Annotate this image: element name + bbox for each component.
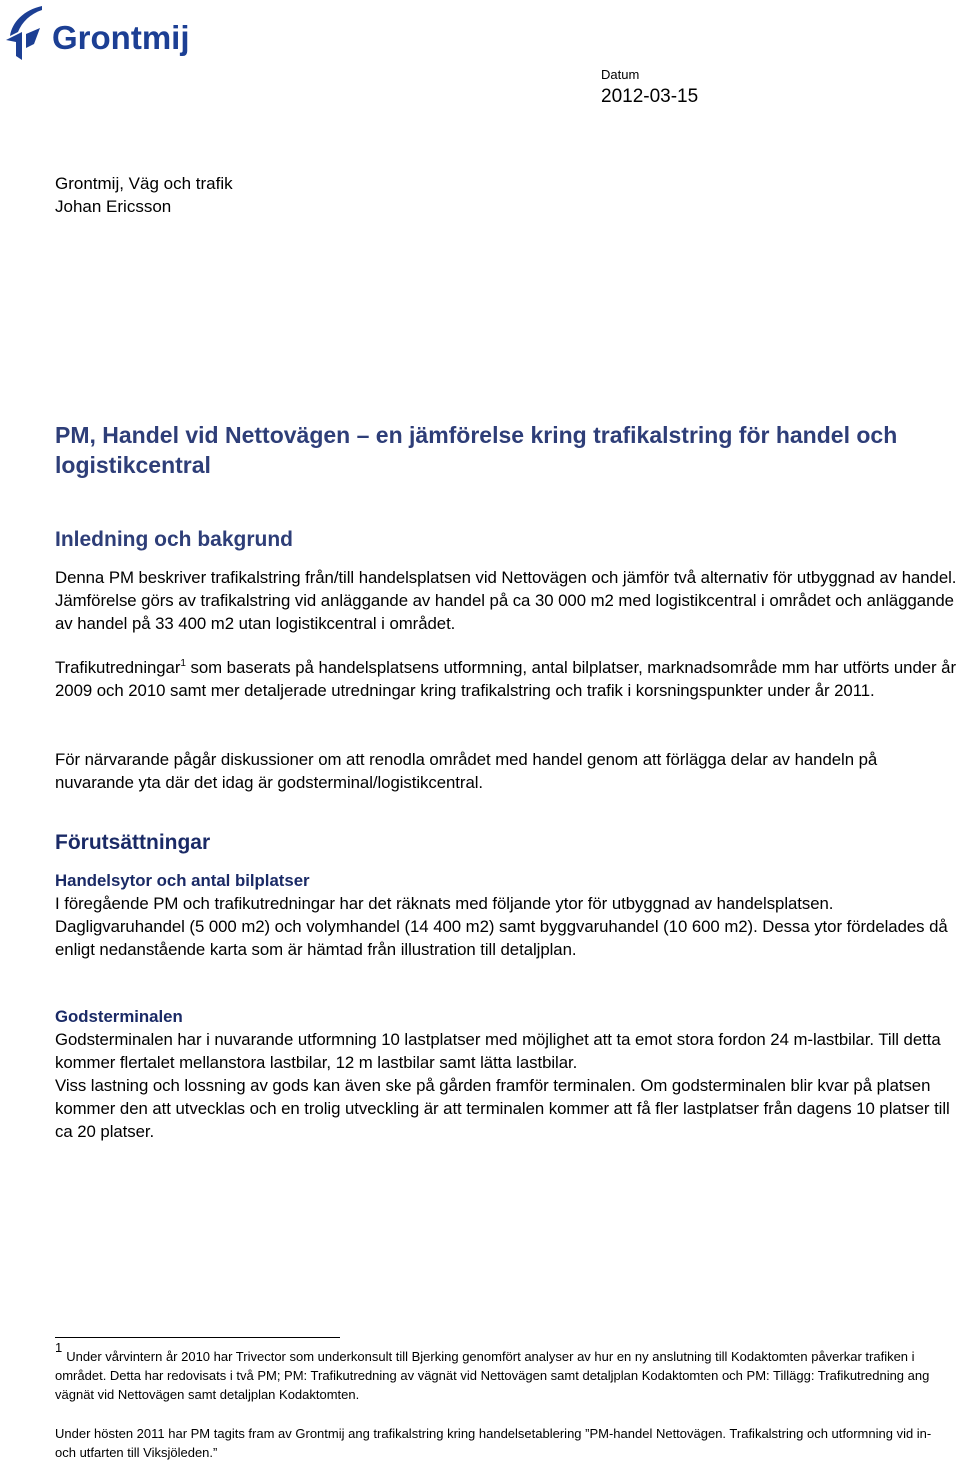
- sender-block: [55, 172, 233, 218]
- document-title: PM, Handel vid Nettovägen – en jämförelse kring trafikalstring för handel och logistikcentral: [55, 422, 898, 478]
- footnote-1: [55, 1340, 935, 1404]
- grontmij-logo-mark-icon: [6, 6, 42, 60]
- section-heading-intro: Inledning och bakgrund: [55, 528, 293, 551]
- intro-p2-start: Trafikutredningar: [55, 658, 181, 677]
- intro-p2-rest: som baserats på handelsplatsens utformning, antal bilplatser, marknadsområde mm har utförts under år 2009 och 2010 samt mer detaljerade utredningar kring trafikalstring och trafik i korsningspunkter under år 2011.: [55, 658, 956, 700]
- intro-paragraph-1: Denna PM beskriver trafikalstring från/till handelsplatsen vid Nettovägen och jämför två alternativ för utbyggnad av handel. Jämförelse görs av trafikalstring vid anläggande av handel på ca 30 000 m2 med logistikcentral i området och anläggande av handel på 33 400 m2 utan logistikcentral i området.: [55, 568, 957, 633]
- date-value: 2012-03-15: [601, 86, 699, 107]
- footnote-text-1: Under vårvintern år 2010 har Trivector som underkonsult till Bjerking genomfört analyser av hur en ny anslutning till Kodaktomten påverkar trafiken i området. Detta har redovisats i två PM; PM: Trafikutredning av vägnät vid Nettovägen samt detaljplan Kodaktomten och PM: Tillägg: Trafikutredning ang vägnät vid Nettovägen samt detaljplan Kodaktomten.: [55, 1349, 930, 1402]
- godsterminalen-paragraph-2: Viss lastning och lossning av gods kan även ske på gården framför terminalen. Om godsterminalen blir kvar på platsen kommer den att utvecklas och en trolig utveckling är att terminalen kommer att få fler lastplatser från dagens 10 platser till ca 20 platser.: [55, 1076, 950, 1141]
- intro-paragraph-2: [55, 656, 960, 702]
- date-label: Datum: [601, 67, 640, 82]
- footnote-number: 1: [55, 1340, 63, 1355]
- intro-paragraph-3: För närvarande pågår diskussioner om att renodla området med handel genom att förlägga delar av handeln på nuvarande yta där det idag är godsterminal/logistikcentral.: [55, 750, 878, 792]
- footnote-separator: [55, 1337, 340, 1338]
- subheading-handelsytor: Handelsytor och antal bilplatser: [55, 871, 310, 890]
- section-heading-forutsattningar: Förutsättningar: [55, 831, 211, 854]
- sender-organization: Grontmij, Väg och trafik: [55, 174, 233, 193]
- footnote-text-2: Under hösten 2011 har PM tagits fram av Grontmij ang trafikalstring kring handelsetablering ”PM-handel Nettovägen. Trafikalstring och utformning vid in- och utfarten till Viksjöleden.”: [55, 1426, 932, 1460]
- handelsytor-paragraph: I föregående PM och trafikutredningar har det räknats med följande ytor för utbyggnad av handelsplatsen. Dagligvaruhandel (5 000 m2) och volymhandel (14 400 m2) samt byggvaruhandel (10 600 m2). Dessa ytor fördelades då enligt nedanstående karta som är hämtad från illustration till detaljplan.: [55, 894, 948, 959]
- subheading-godsterminalen: Godsterminalen: [55, 1007, 183, 1026]
- sender-name: Johan Ericsson: [55, 197, 172, 216]
- logo-wordmark: Grontmij: [52, 19, 190, 56]
- footnote-ref[interactable]: 1: [180, 658, 186, 669]
- grontmij-logo: [4, 4, 204, 62]
- godsterminalen-paragraph-1: Godsterminalen har i nuvarande utformning 10 lastplatser med möjlighet att ta emot stora fordon 24 m-lastbilar. Till detta kommer flertalet mellanstora lastbilar, 12 m lastbilar samt lätta lastbilar.: [55, 1030, 941, 1072]
